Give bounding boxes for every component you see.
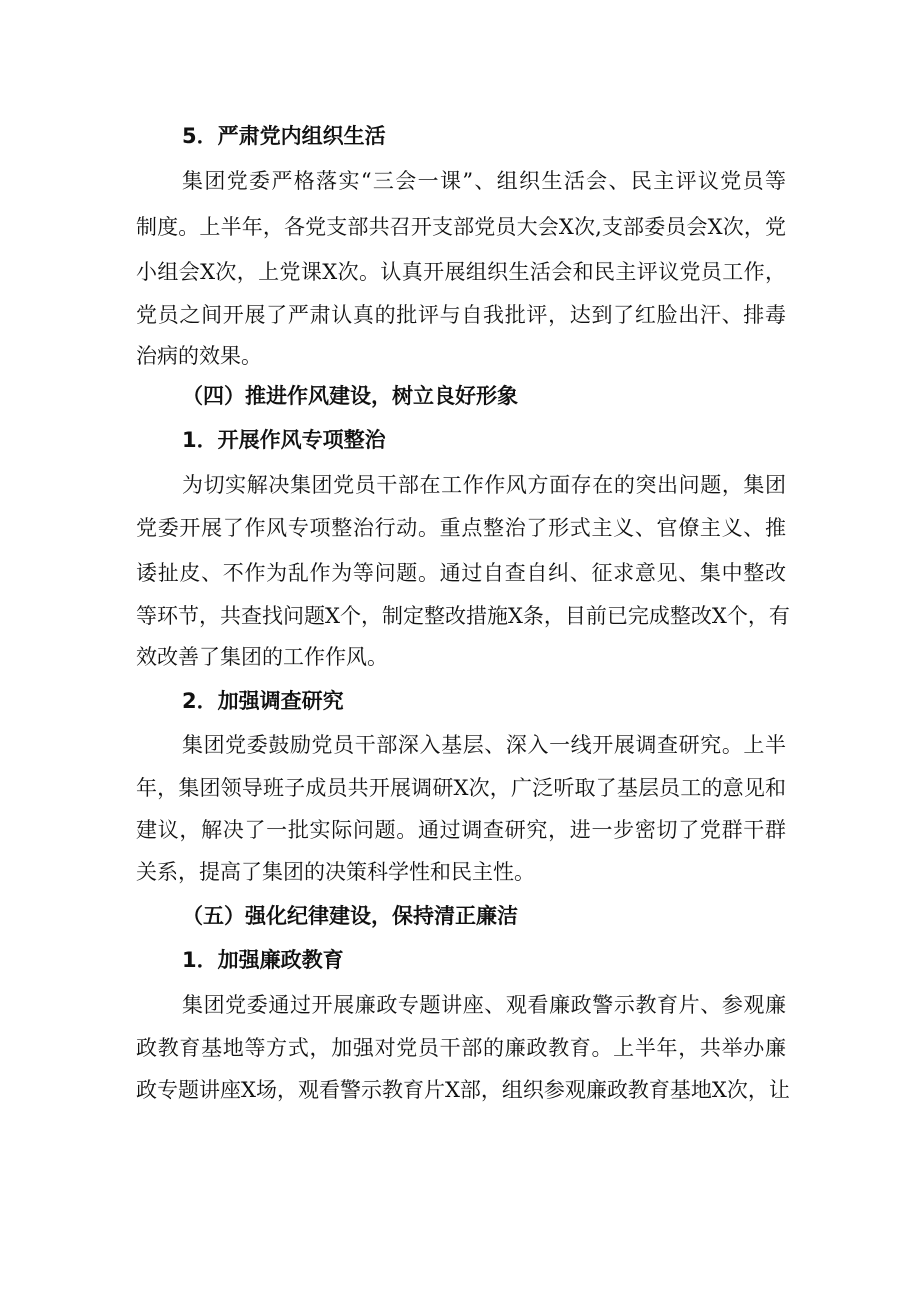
section-heading: 1．开展作风专项整治: [182, 428, 386, 452]
part-heading: （四）推进作风建设，树立良好形象: [182, 384, 518, 408]
paragraph-line: 年，集团领导班子成员共开展调研X次，广泛听取了基层员工的意见和: [136, 776, 786, 800]
paragraph-line: 为切实解决集团党员干部在工作作风方面存在的突出问题，集团: [182, 473, 786, 497]
paragraph-line: 效改善了集团的工作作风。: [136, 645, 388, 669]
paragraph-line: 集团党委严格落实“三会一课”、组织生活会、民主评议党员等: [182, 169, 786, 193]
paragraph-line: 政教育基地等方式，加强对党员干部的廉政教育。上半年，共举办廉: [136, 1036, 786, 1060]
paragraph-line: 政专题讲座X场，观看警示教育片X部，组织参观廉政教育基地X次，让: [136, 1078, 790, 1102]
paragraph-line: 集团党委鼓励党员干部深入基层、深入一线开展调查研究。上半: [182, 733, 786, 757]
paragraph-line: 党委开展了作风专项整治行动。重点整治了形式主义、官僚主义、推: [136, 516, 786, 540]
section-heading: 5．严肃党内组织生活: [182, 124, 386, 148]
paragraph-line: 小组会X次，上党课X次。认真开展组织生活会和民主评议党员工作，: [136, 260, 786, 284]
paragraph-line: 建议，解决了一批实际问题。通过调查研究，进一步密切了党群干群: [136, 818, 786, 842]
paragraph-line: 治病的效果。: [136, 344, 262, 368]
paragraph-line: 制度。上半年，各党支部共召开支部党员大会X次,支部委员会X次，党: [136, 215, 786, 239]
section-heading: 1．加强廉政教育: [182, 948, 344, 972]
paragraph-line: 集团党委通过开展廉政专题讲座、观看廉政警示教育片、参观廉: [182, 993, 786, 1017]
paragraph-line: 关系，提高了集团的决策科学性和民主性。: [136, 860, 535, 884]
part-heading: （五）强化纪律建设，保持清正廉洁: [182, 904, 518, 928]
paragraph-line: 诿扯皮、不作为乱作为等问题。通过自查自纠、征求意见、集中整改: [136, 561, 786, 585]
section-heading: 2．加强调查研究: [182, 689, 344, 713]
paragraph-line: 党员之间开展了严肃认真的批评与自我批评，达到了红脸出汗、排毒: [136, 303, 786, 327]
paragraph-line: 等环节，共查找问题X个，制定整改措施X条，目前已完成整改X个，有: [136, 604, 790, 628]
